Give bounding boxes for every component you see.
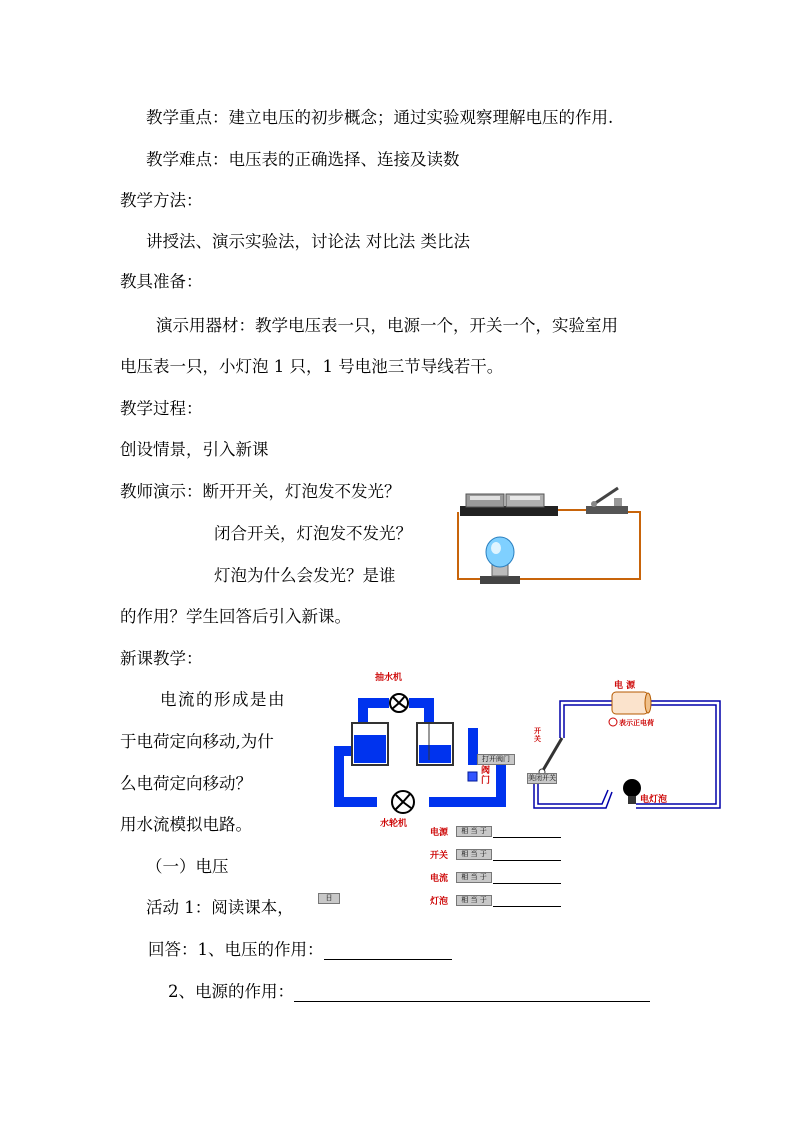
answer-source-role bbox=[168, 982, 650, 1002]
tools-line-2: 电压表一只，小灯泡 1 只，1 号电池三节导线若干。 bbox=[120, 357, 504, 376]
compare-row-label: 电源 bbox=[430, 828, 449, 838]
current-line-2: 于电荷定向移动,为什 bbox=[120, 732, 274, 751]
answer-voltage-label: 回答：1、电压的作用： bbox=[148, 940, 324, 959]
compare-row-label: 电流 bbox=[430, 874, 449, 884]
bulb-label: 电灯泡 bbox=[640, 795, 668, 805]
current-line-3: 么电荷定向移动？ bbox=[120, 774, 252, 793]
activity-1: 活动 1：阅读课本， bbox=[146, 898, 294, 917]
compare-row-blank[interactable] bbox=[493, 837, 561, 838]
compare-row-button[interactable]: 相 当 于 bbox=[456, 849, 492, 860]
compare-row-blank[interactable] bbox=[493, 860, 561, 861]
current-line-4: 用水流模拟电路。 bbox=[120, 815, 252, 834]
demo-line-3: 灯泡为什么会发光？是谁 bbox=[214, 566, 396, 585]
answer-source-blank[interactable] bbox=[294, 985, 650, 1002]
water-flow-diagram bbox=[325, 668, 530, 838]
switch-label: 开 关 bbox=[534, 727, 541, 743]
close-switch-button[interactable]: 美闭开关 bbox=[528, 774, 556, 782]
answer-voltage-blank[interactable] bbox=[324, 943, 452, 960]
power-source-label: 电 源 bbox=[614, 681, 636, 691]
compare-row-button[interactable]: 相 当 于 bbox=[456, 872, 492, 883]
current-line-1: 电流的形成是由 bbox=[160, 690, 286, 709]
compare-row-label: 开关 bbox=[430, 851, 449, 861]
demo-line-1: 教师演示：断开开关，灯泡发不发光？ bbox=[120, 482, 401, 501]
tools-line-1: 演示用器材：教学电压表一只，电源一个，开关一个，实验室用 bbox=[156, 316, 618, 335]
electric-circuit-diagram bbox=[528, 680, 728, 812]
section-voltage-heading: （一）电压 bbox=[146, 857, 229, 876]
turbine-label: 水轮机 bbox=[380, 819, 408, 829]
open-valve-button[interactable]: 打开阀门 bbox=[477, 754, 515, 765]
compare-row-button[interactable]: 相 当 于 bbox=[456, 826, 492, 837]
valve-label: 阀 门 bbox=[481, 766, 491, 786]
tools-heading: 教具准备： bbox=[120, 272, 203, 291]
positive-charge-label: 表示正电荷 bbox=[619, 719, 654, 727]
process-heading: 教学过程： bbox=[120, 399, 203, 418]
compare-row-button[interactable]: 相 当 于 bbox=[456, 895, 492, 906]
demo-line-4: 的作用？学生回答后引入新课。 bbox=[120, 607, 351, 626]
pump-label: 抽水机 bbox=[375, 673, 403, 683]
scene-heading: 创设情景，引入新课 bbox=[120, 440, 269, 459]
compare-row-blank[interactable] bbox=[493, 883, 561, 884]
method-heading: 教学方法： bbox=[120, 191, 203, 210]
teaching-difficulty: 教学难点：电压表的正确选择、连接及读数 bbox=[146, 150, 460, 169]
methods-list: 讲授法、演示实验法，讨论法 对比法 类比法 bbox=[146, 232, 470, 251]
compare-row-label: 灯泡 bbox=[430, 897, 449, 907]
compare-row-blank[interactable] bbox=[493, 906, 561, 907]
answer-voltage-role bbox=[148, 940, 452, 960]
demo-line-2: 闭合开关，灯泡发不发光？ bbox=[214, 524, 412, 543]
answer-source-label: 2、电源的作用： bbox=[168, 982, 294, 1001]
small-play-button[interactable]: 日 bbox=[318, 893, 340, 904]
demo-circuit-photo bbox=[448, 484, 642, 592]
teaching-key-point: 教学重点：建立电压的初步概念；通过实验观察理解电压的作用. bbox=[146, 108, 614, 127]
new-lesson-heading: 新课教学： bbox=[120, 649, 203, 668]
